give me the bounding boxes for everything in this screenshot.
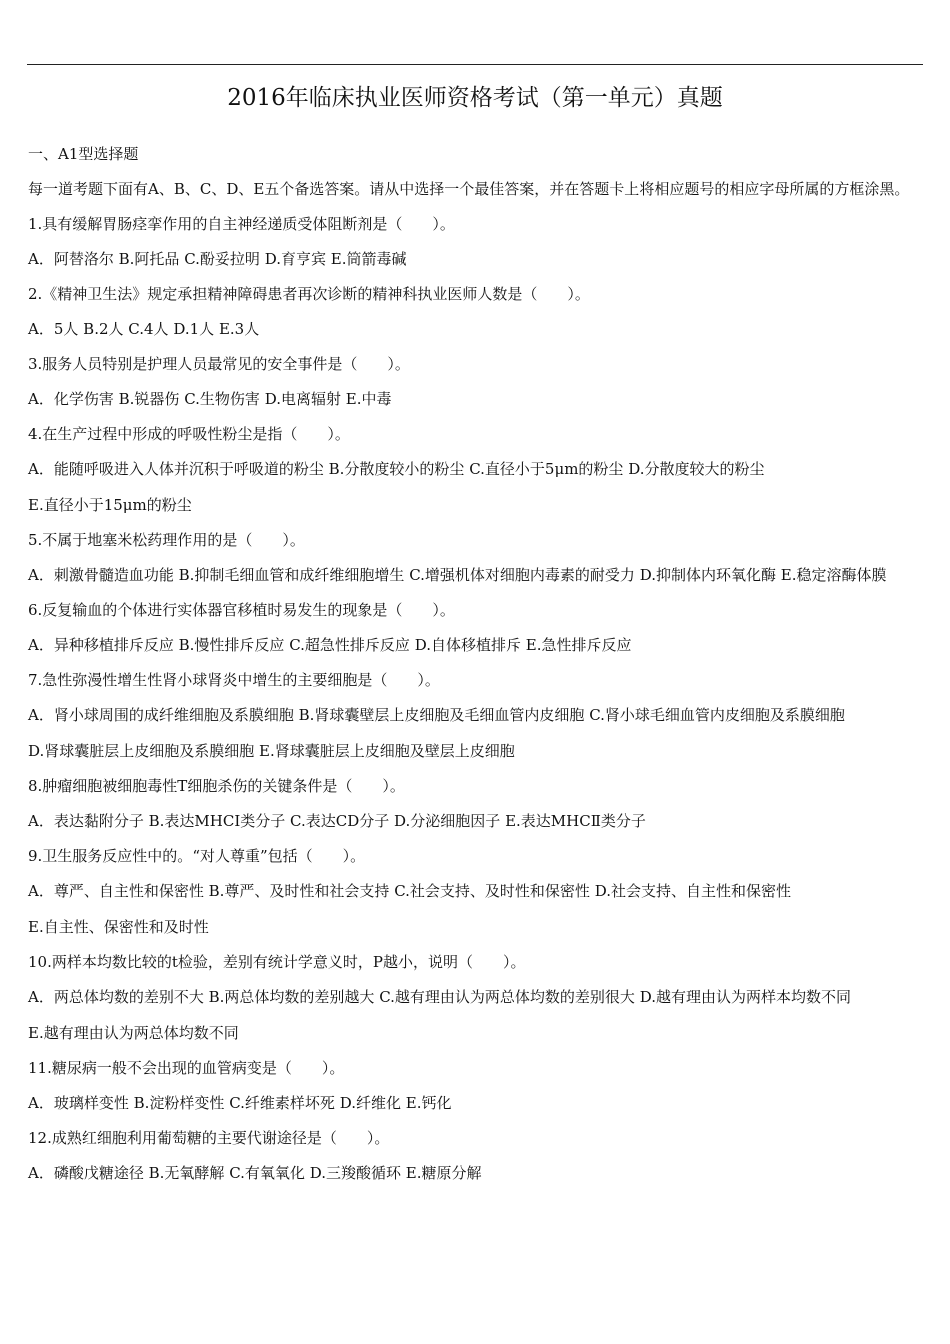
option-a: A．表达黏附分子: [28, 812, 144, 830]
option-c: C.纤维素样坏死: [229, 1094, 335, 1112]
option-list: [28, 803, 923, 839]
header-rule: [27, 64, 923, 65]
option-a: A．刺激骨髓造血功能: [28, 566, 174, 584]
question-stem: 4.在生产过程中形成的呼吸性粉尘是指（ ）。: [28, 425, 350, 443]
option-e: E.3人: [218, 320, 260, 338]
option-e: E.直径小于15μm的粉尘: [28, 496, 192, 514]
question-item: [28, 945, 923, 1051]
option-list: [28, 557, 923, 593]
question-list: [28, 207, 923, 1191]
option-c: C.生物伤害: [184, 390, 260, 408]
option-b: B.两总体均数的差别越大: [208, 988, 375, 1006]
option-list: [28, 873, 923, 945]
option-e: E.自主性、保密性和及时性: [28, 918, 209, 936]
option-e: E.肾球囊脏层上皮细胞及壁层上皮细胞: [259, 742, 515, 760]
option-d: D.自体移植排斥: [414, 636, 521, 654]
question-stem: 11.糖尿病一般不会出现的血管病变是（ ）。: [28, 1059, 345, 1077]
option-c: C.表达CD分子: [290, 812, 390, 830]
question-stem: 10.两样本均数比较的t检验，差别有统计学意义时，P越小，说明（ ）。: [28, 953, 526, 971]
option-list: [28, 627, 923, 663]
option-c: C.有氧氧化: [229, 1164, 305, 1182]
question-item: [28, 207, 923, 277]
option-d: D.育亨宾: [264, 250, 326, 268]
option-a: A．能随呼吸进入人体并沉积于呼吸道的粉尘: [28, 460, 324, 478]
question-item: [28, 347, 923, 417]
option-a: A．玻璃样变性: [28, 1094, 129, 1112]
instructions: 每一道考题下面有A、B、C、D、E五个备选答案。请从中选择一个最佳答案，并在答题卡上将相应题号的相应字母所属的方框涂黑。: [28, 180, 910, 198]
option-b: B.抑制毛细血管和成纤维细胞增生: [178, 566, 405, 584]
section-heading: 一、A1型选择题: [28, 145, 139, 163]
option-a: A．化学伤害: [28, 390, 114, 408]
page-title: 2016年临床执业医师资格考试（第一单元）真题: [227, 85, 723, 111]
option-b: B.表达MHCⅠ类分子: [148, 812, 286, 830]
option-list: [28, 1085, 923, 1121]
option-b: B.阿托品: [118, 250, 180, 268]
question-item: [28, 277, 923, 347]
question-item: [28, 417, 923, 523]
option-b: B.分散度较小的粉尘: [328, 460, 465, 478]
question-stem: 9.卫生服务反应性中的。“对人尊重”包括（ ）。: [28, 847, 366, 865]
option-d: D.社会支持、自主性和保密性: [594, 882, 791, 900]
option-a: A．异种移植排斥反应: [28, 636, 174, 654]
option-d: D.越有理由认为两样本均数不同: [639, 988, 851, 1006]
question-item: [28, 523, 923, 593]
option-d: D.分散度较大的粉尘: [628, 460, 765, 478]
question-stem: 6.反复输血的个体进行实体器官移植时易发生的现象是（ ）。: [28, 601, 455, 619]
question-stem: 8.肿瘤细胞被细胞毒性T细胞杀伤的关键条件是（ ）。: [28, 777, 405, 795]
option-list: [28, 241, 923, 277]
option-list: [28, 979, 923, 1051]
question-stem: 2.《精神卫生法》规定承担精神障碍患者再次诊断的精神科执业医师人数是（ ）。: [28, 285, 590, 303]
option-e: E.筒箭毒碱: [330, 250, 407, 268]
option-a: A．磷酸戊糖途径: [28, 1164, 144, 1182]
option-d: D.三羧酸循环: [309, 1164, 401, 1182]
option-list: [28, 381, 923, 417]
option-e: E.钙化: [405, 1094, 452, 1112]
option-a: A．5人: [28, 320, 79, 338]
question-stem: 5.不属于地塞米松药理作用的是（ ）。: [28, 531, 305, 549]
question-stem: 7.急性弥漫性增生性肾小球肾炎中增生的主要细胞是（ ）。: [28, 671, 440, 689]
question-item: [28, 839, 923, 945]
option-b: B.肾球囊壁层上皮细胞及毛细血管内皮细胞: [298, 706, 585, 724]
option-e: E.越有理由认为两总体均数不同: [28, 1024, 239, 1042]
document-body: [28, 137, 923, 1191]
option-a: A．两总体均数的差别不大: [28, 988, 204, 1006]
option-c: C.越有理由认为两总体均数的差别很大: [379, 988, 635, 1006]
option-e: E.中毒: [345, 390, 392, 408]
question-item: [28, 769, 923, 839]
question-item: [28, 1051, 923, 1121]
option-a: A．阿替洛尔: [28, 250, 114, 268]
option-list: [28, 697, 923, 769]
option-c: C.4人: [128, 320, 169, 338]
option-d: D.1人: [173, 320, 215, 338]
option-b: B.锐器伤: [118, 390, 180, 408]
option-d: D.肾球囊脏层上皮细胞及系膜细胞: [28, 742, 255, 760]
option-d: D.电离辐射: [264, 390, 341, 408]
option-c: C.酚妥拉明: [184, 250, 260, 268]
option-c: C.肾小球毛细血管内皮细胞及系膜细胞: [589, 706, 845, 724]
question-item: [28, 1121, 923, 1191]
question-item: [28, 593, 923, 663]
option-a: A．肾小球周围的成纤维细胞及系膜细胞: [28, 706, 294, 724]
option-e: E.糖原分解: [405, 1164, 482, 1182]
option-e: E.表达MHCⅡ类分子: [505, 812, 646, 830]
option-d: D.纤维化: [339, 1094, 401, 1112]
option-c: C.直径小于5μm的粉尘: [469, 460, 624, 478]
option-list: [28, 451, 923, 523]
option-b: B.淀粉样变性: [133, 1094, 225, 1112]
option-e: E.急性排斥反应: [525, 636, 632, 654]
option-c: C.超急性排斥反应: [289, 636, 410, 654]
option-b: B.慢性排斥反应: [178, 636, 285, 654]
option-d: D.分泌细胞因子: [394, 812, 501, 830]
option-list: [28, 1155, 923, 1191]
option-b: B.无氧酵解: [148, 1164, 225, 1182]
question-item: [28, 663, 923, 769]
option-e: E.稳定溶酶体膜: [780, 566, 887, 584]
option-list: [28, 311, 923, 347]
option-c: C.增强机体对细胞内毒素的耐受力: [409, 566, 635, 584]
question-stem: 12.成熟红细胞利用葡萄糖的主要代谢途径是（ ）。: [28, 1129, 390, 1147]
question-stem: 1.具有缓解胃肠痉挛作用的自主神经递质受体阻断剂是（ ）。: [28, 215, 455, 233]
option-d: D.抑制体内环氧化酶: [639, 566, 776, 584]
option-b: B.2人: [83, 320, 124, 338]
question-stem: 3.服务人员特别是护理人员最常见的安全事件是（ ）。: [28, 355, 410, 373]
option-b: B.尊严、及时性和社会支持: [208, 882, 390, 900]
option-a: A．尊严、自主性和保密性: [28, 882, 204, 900]
option-c: C.社会支持、及时性和保密性: [394, 882, 590, 900]
